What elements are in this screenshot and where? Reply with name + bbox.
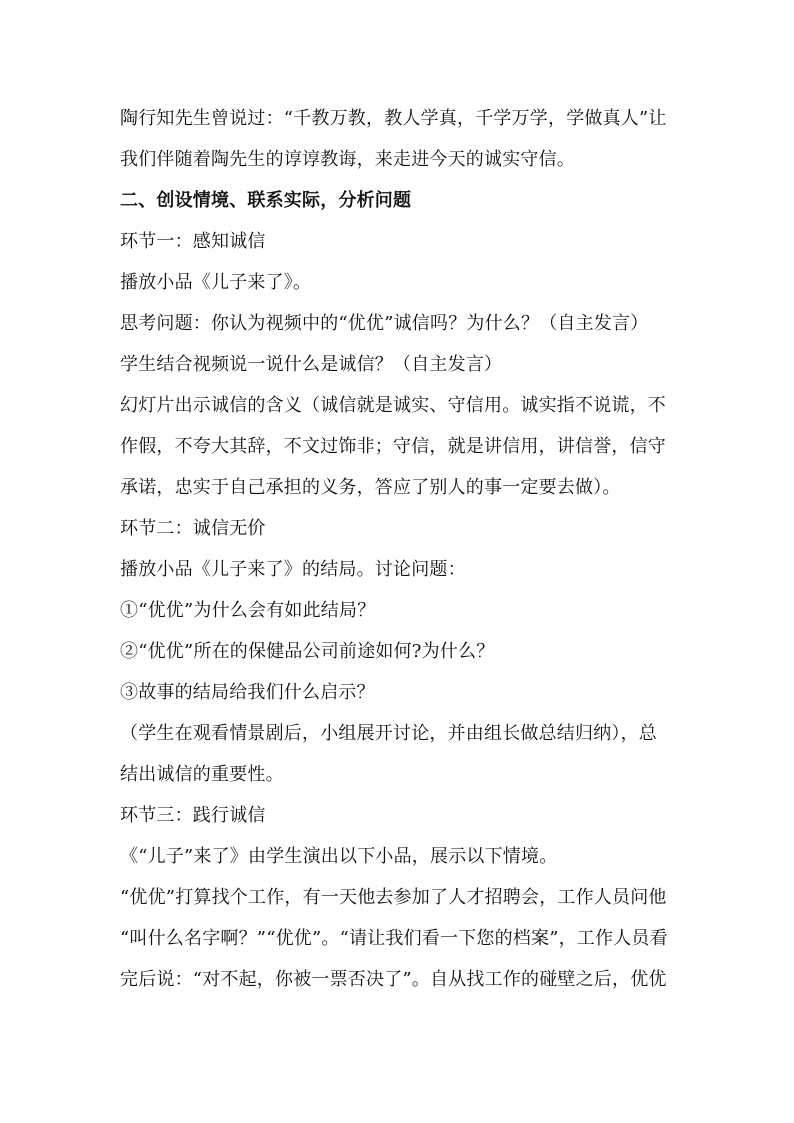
- paragraph-line-7: 学生结合视频说一说什么是诚信？（自主发言）: [120, 354, 503, 375]
- question-item-3: ③故事的结局给我们什么启示？: [120, 682, 375, 703]
- step-one-title: 环节一：感知诚信: [120, 231, 266, 252]
- paragraph-line-22: 完后说：“对不起，你被一票否决了”。自从找工作的碰壁之后，优优: [120, 969, 667, 990]
- question-item-2: ②“优优”所在的保健品公司前途如何?为什么？: [120, 641, 495, 662]
- paragraph-line-6: 思考问题：你认为视频中的“优优”诚信吗？为什么？（自主发言）: [120, 313, 649, 334]
- paragraph-line-2: 我们伴随着陶先生的谆谆教诲，来走进今天的诚实守信。: [120, 149, 575, 170]
- document-body: [120, 98, 680, 1000]
- paragraph-line-1: 陶行知先生曾说过：“千教万教，教人学真，千学万学，学做真人”让: [120, 108, 667, 129]
- paragraph-line-19: 《“儿子”来了》由学生演出以下小品，展示以下情境。: [120, 846, 558, 867]
- question-item-1: ①“优优”为什么会有如此结局？: [120, 600, 376, 621]
- paragraph-line-21: “叫什么名字啊？”“优优”。“请让我们看一下您的档案”，工作人员看: [120, 928, 668, 949]
- paragraph-line-12: 播放小品《儿子来了》的结局。讨论问题：: [120, 559, 466, 580]
- paragraph-line-20: “优优”打算找个工作，有一天他去参加了人才招聘会，工作人员问他: [120, 887, 667, 908]
- paragraph-line-17: 结出诚信的重要性。: [120, 764, 284, 785]
- paragraph-line-16: （学生在观看情景剧后，小组展开讨论，并由组长做总结归纳），总: [120, 723, 657, 744]
- paragraph-line-10: 承诺，忠实于自己承担的义务，答应了别人的事一定要去做）。: [120, 477, 621, 498]
- paragraph-line-9: 作假，不夸大其辞，不文过饰非；守信，就是讲信用，讲信誉，信守: [120, 436, 666, 457]
- step-three-title: 环节三：践行诚信: [120, 805, 266, 826]
- section-heading: 二、创设情境、联系实际，分析问题: [120, 190, 412, 211]
- step-two-title: 环节二：诚信无价: [120, 518, 266, 539]
- paragraph-line-5: 播放小品《儿子来了》。: [120, 272, 312, 293]
- paragraph-line-8: 幻灯片出示诚信的含义（诚信就是诚实、守信用。诚实指不说谎，不: [120, 395, 666, 416]
